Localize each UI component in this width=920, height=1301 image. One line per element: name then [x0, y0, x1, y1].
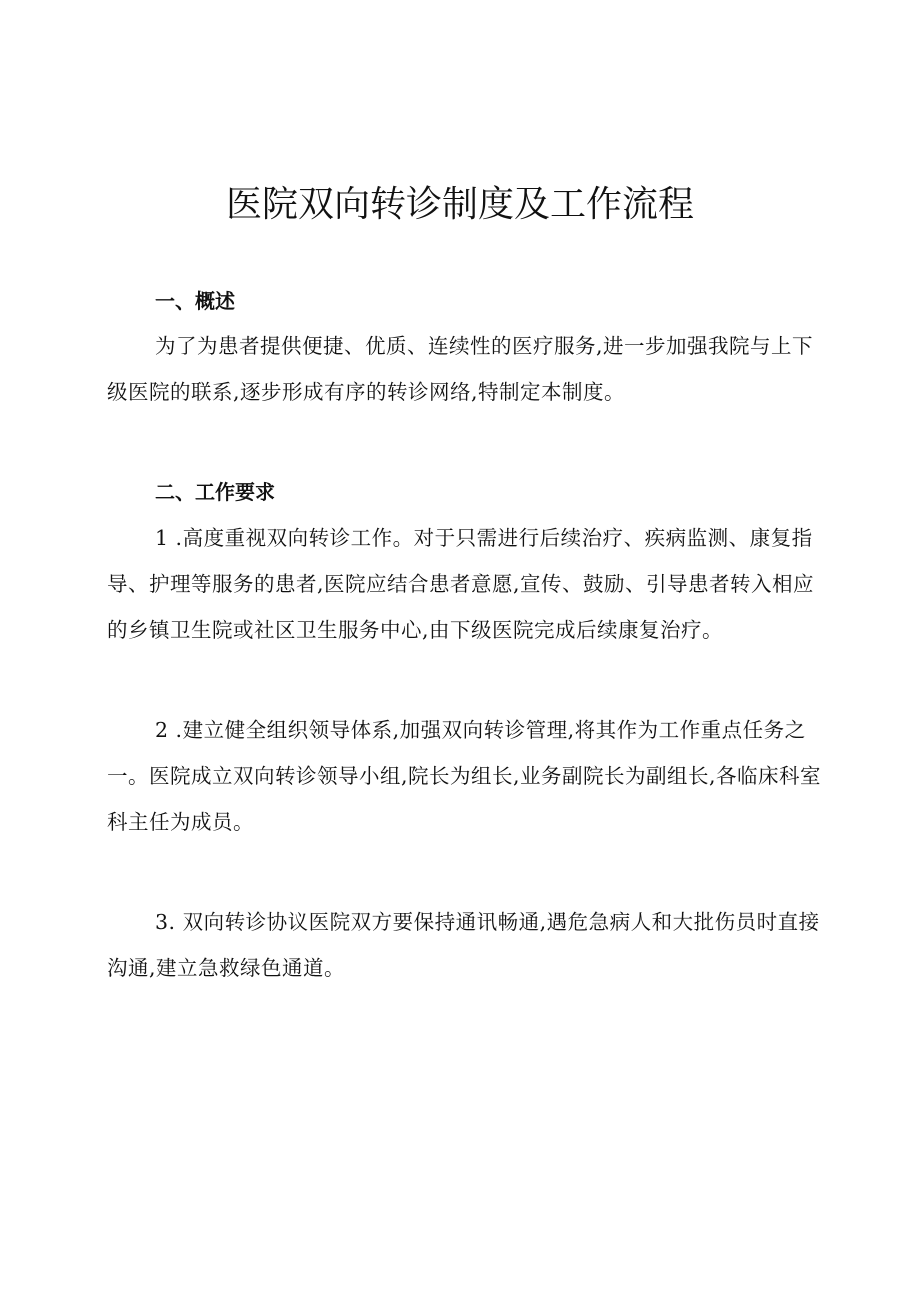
paragraph-requirement-2: 2 .建立健全组织领导体系,加强双向转诊管理,将其作为工作重点任务之一。医院成立双向转诊领导小组,院长为组长,业务副院长为副组长,各临床科室科主任为成员。 [107, 718, 822, 834]
section-heading-requirements: 二、工作要求 [155, 480, 275, 504]
paragraph-requirement-3: 3. 双向转诊协议医院双方要保持通讯畅通,遇危急病人和大批伤员时直接沟通,建立急救绿色通道。 [107, 910, 820, 980]
paragraph-requirement-1: 1 .高度重视双向转诊工作。对于只需进行后续治疗、疾病监测、康复指导、护理等服务的患者,医院应结合患者意愿,宣传、鼓励、引导患者转入相应的乡镇卫生院或社区卫生服务中心,由下级医院完成后续康复治疗。 [107, 526, 815, 642]
paragraph-overview: 为了为患者提供便捷、优质、连续性的医疗服务,进一步加强我院与上下级医院的联系,逐步形成有序的转诊网络,特制定本制度。 [107, 334, 814, 404]
section-heading-overview: 一、概述 [155, 289, 235, 313]
document-title: 医院双向转诊制度及工作流程 [225, 184, 694, 225]
